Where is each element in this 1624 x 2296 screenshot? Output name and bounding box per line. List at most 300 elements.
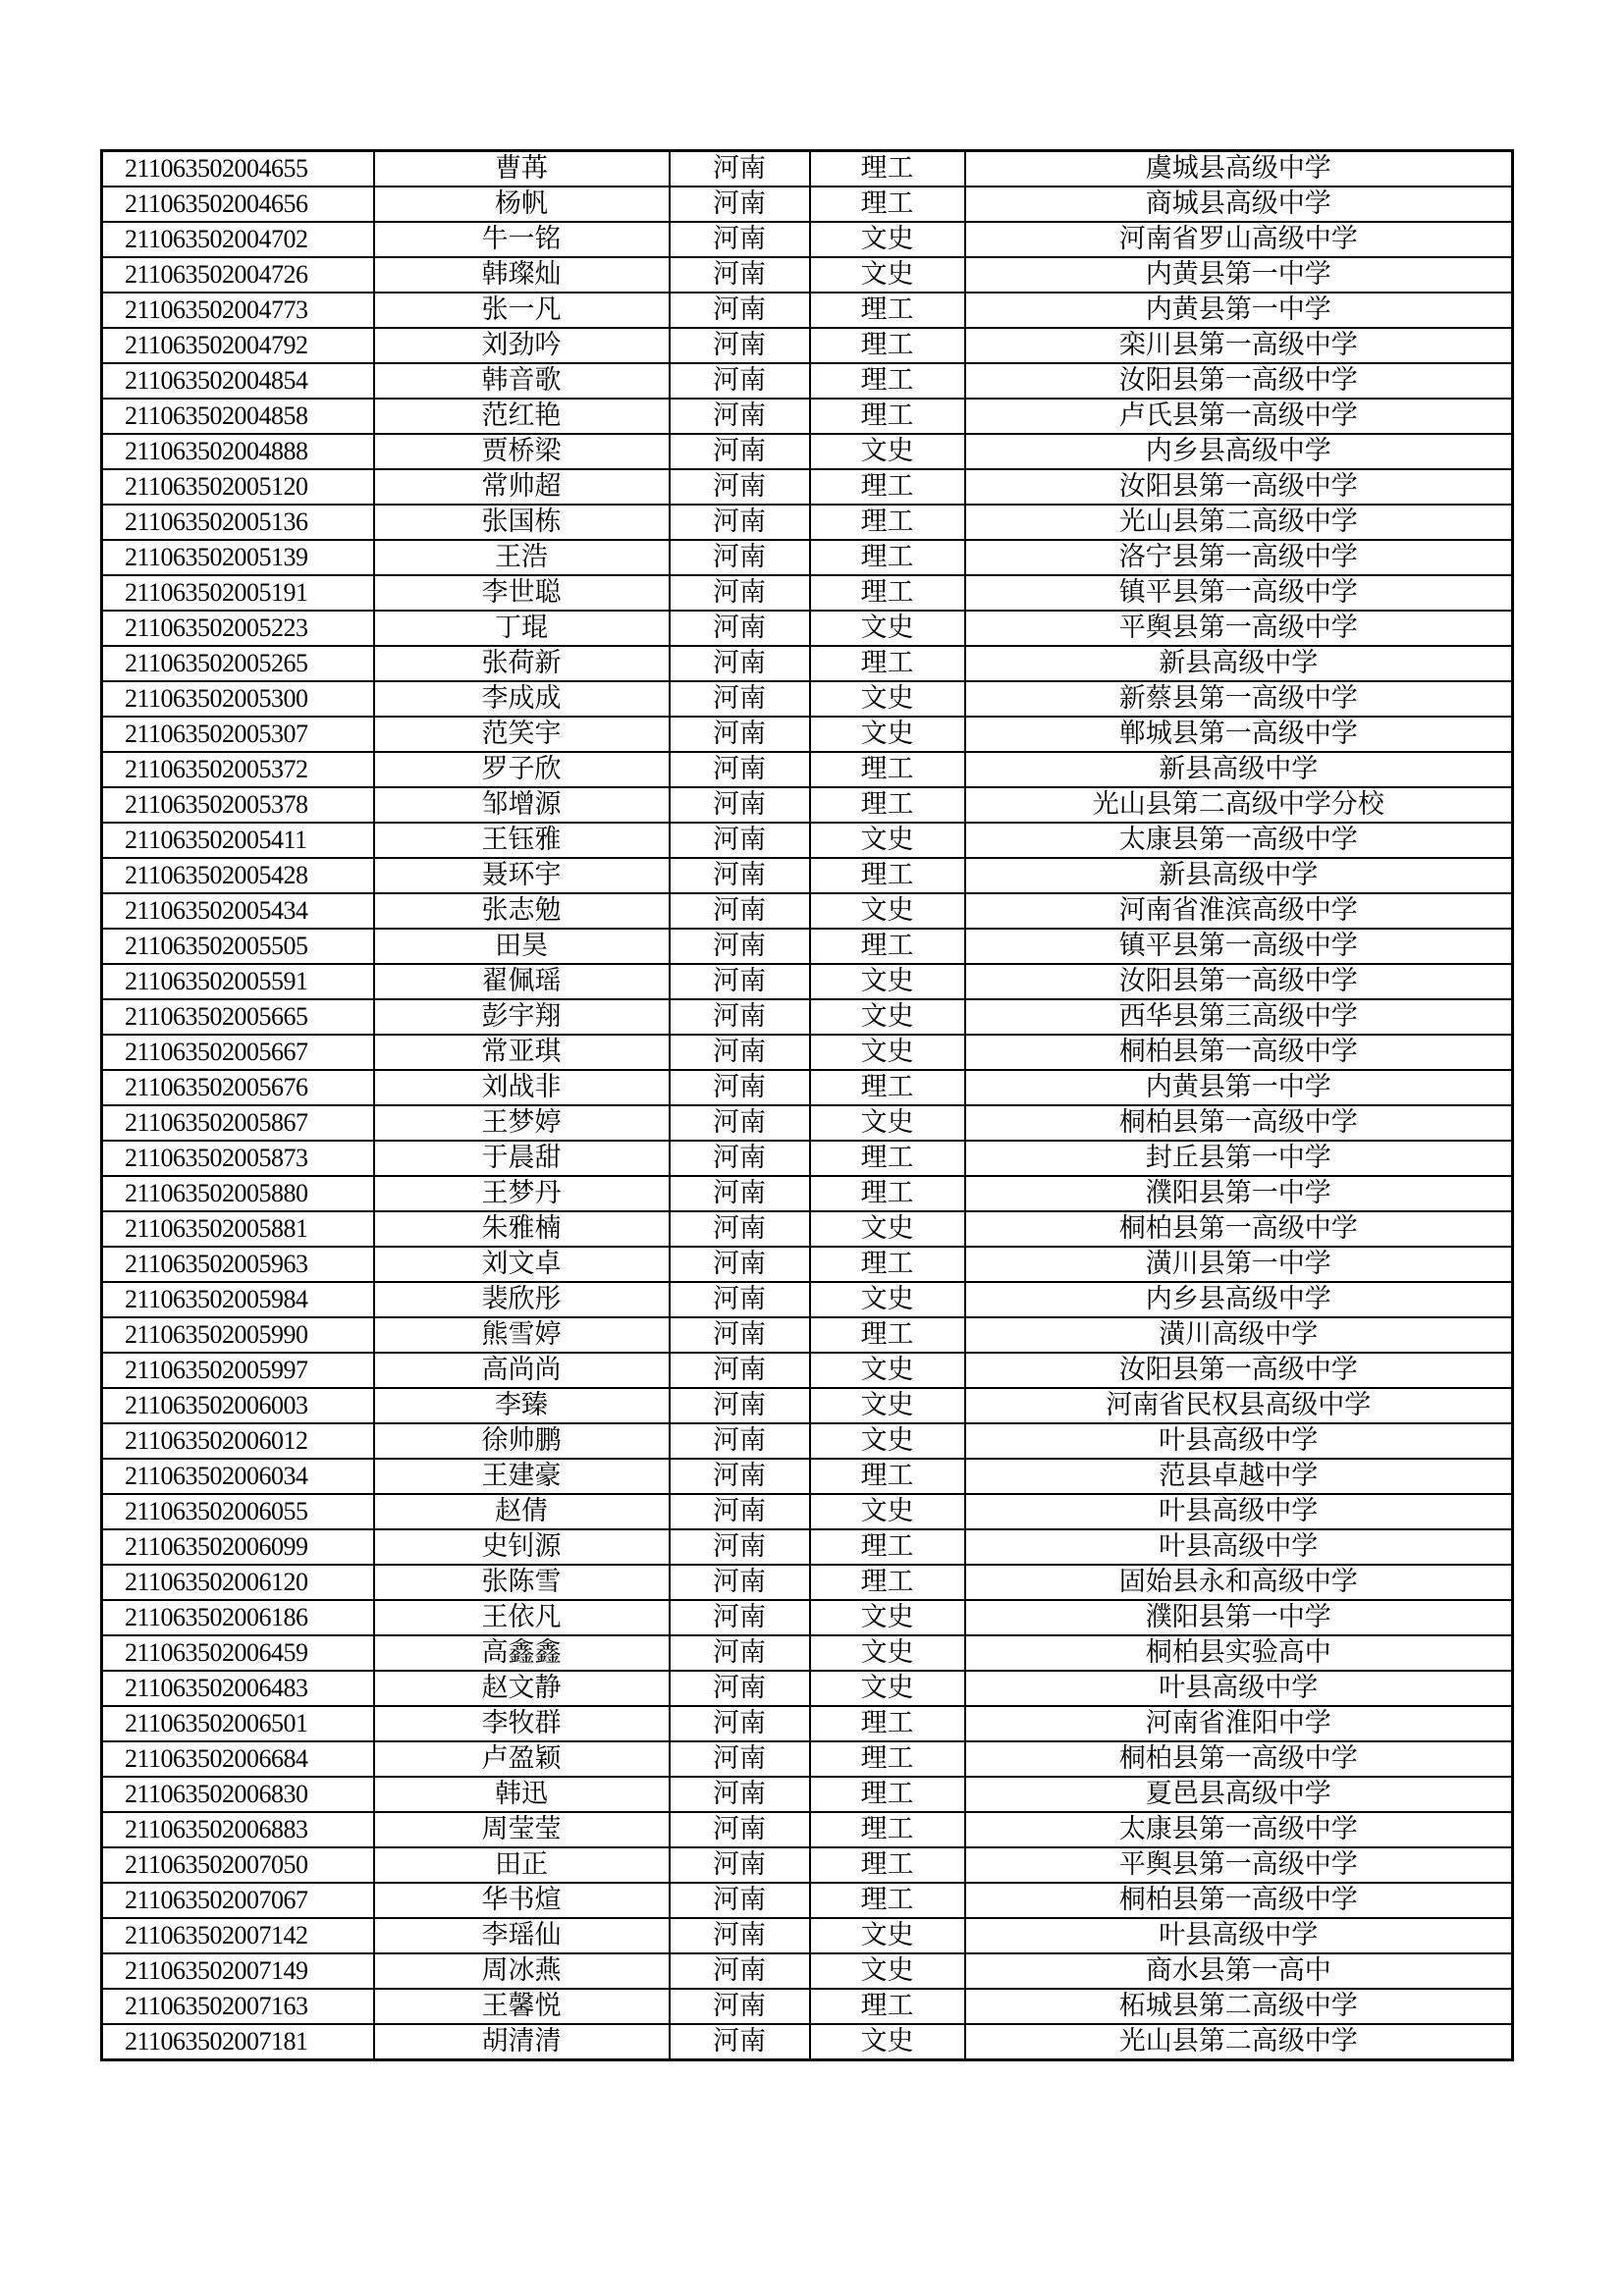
table-row xyxy=(102,434,1513,469)
student-name-cell: 牛一铭 xyxy=(374,222,670,257)
table-row xyxy=(102,1035,1513,1070)
student-name-cell: 范红艳 xyxy=(374,399,670,434)
school-cell: 濮阳县第一中学 xyxy=(965,1600,1513,1635)
province-cell: 河南 xyxy=(670,1989,810,2024)
table-row xyxy=(102,1247,1513,1282)
category-cell: 文史 xyxy=(810,1211,965,1247)
province-cell: 河南 xyxy=(670,1211,810,1247)
category-cell: 文史 xyxy=(810,434,965,469)
category-cell: 理工 xyxy=(810,1176,965,1211)
province-cell: 河南 xyxy=(670,1635,810,1671)
province-cell: 河南 xyxy=(670,1176,810,1211)
school-cell: 平舆县第一高级中学 xyxy=(965,1847,1513,1883)
province-cell: 河南 xyxy=(670,1247,810,1282)
category-cell: 理工 xyxy=(810,575,965,611)
student-name-cell: 刘战非 xyxy=(374,1070,670,1105)
exam-id-cell: 211063502006120 xyxy=(102,1565,374,1600)
province-cell: 河南 xyxy=(670,752,810,787)
student-name-cell: 华书煊 xyxy=(374,1883,670,1918)
category-cell: 文史 xyxy=(810,681,965,717)
table-row xyxy=(102,1459,1513,1494)
student-name-cell: 韩音歌 xyxy=(374,363,670,399)
category-cell: 文史 xyxy=(810,257,965,293)
exam-id-cell: 211063502005265 xyxy=(102,646,374,681)
table-row xyxy=(102,893,1513,929)
student-name-cell: 王依凡 xyxy=(374,1600,670,1635)
exam-id-cell: 211063502006684 xyxy=(102,1741,374,1777)
student-name-cell: 赵文静 xyxy=(374,1671,670,1706)
province-cell: 河南 xyxy=(670,1388,810,1423)
table-row xyxy=(102,1635,1513,1671)
exam-id-cell: 211063502005428 xyxy=(102,858,374,893)
student-name-cell: 常亚琪 xyxy=(374,1035,670,1070)
school-cell: 桐柏县第一高级中学 xyxy=(965,1105,1513,1141)
exam-id-cell: 211063502005120 xyxy=(102,469,374,505)
school-cell: 固始县永和高级中学 xyxy=(965,1565,1513,1600)
category-cell: 理工 xyxy=(810,1565,965,1600)
category-cell: 文史 xyxy=(810,1035,965,1070)
exam-id-cell: 211063502007181 xyxy=(102,2024,374,2060)
category-cell: 理工 xyxy=(810,1883,965,1918)
student-name-cell: 韩迅 xyxy=(374,1777,670,1812)
province-cell: 河南 xyxy=(670,787,810,823)
school-cell: 柘城县第二高级中学 xyxy=(965,1989,1513,2024)
student-name-cell: 赵倩 xyxy=(374,1494,670,1529)
student-name-cell: 贾桥梁 xyxy=(374,434,670,469)
province-cell: 河南 xyxy=(670,363,810,399)
student-name-cell: 张荷新 xyxy=(374,646,670,681)
category-cell: 文史 xyxy=(810,1953,965,1989)
province-cell: 河南 xyxy=(670,681,810,717)
student-name-cell: 王梦丹 xyxy=(374,1176,670,1211)
category-cell: 文史 xyxy=(810,1105,965,1141)
table-row xyxy=(102,187,1513,222)
exam-id-cell: 211063502004854 xyxy=(102,363,374,399)
table-row xyxy=(102,646,1513,681)
exam-id-cell: 211063502005505 xyxy=(102,929,374,964)
school-cell: 河南省淮阳中学 xyxy=(965,1706,1513,1741)
exam-id-cell: 211063502005990 xyxy=(102,1317,374,1353)
category-cell: 文史 xyxy=(810,2024,965,2060)
exam-id-cell: 211063502006099 xyxy=(102,1529,374,1565)
category-cell: 文史 xyxy=(810,1671,965,1706)
category-cell: 文史 xyxy=(810,1494,965,1529)
school-cell: 镇平县第一高级中学 xyxy=(965,929,1513,964)
table-row xyxy=(102,1141,1513,1176)
province-cell: 河南 xyxy=(670,1671,810,1706)
student-name-cell: 裴欣彤 xyxy=(374,1282,670,1317)
table-row xyxy=(102,151,1513,187)
province-cell: 河南 xyxy=(670,1953,810,1989)
exam-id-cell: 211063502005411 xyxy=(102,823,374,858)
table-row xyxy=(102,1176,1513,1211)
category-cell: 理工 xyxy=(810,540,965,575)
student-name-cell: 李牧群 xyxy=(374,1706,670,1741)
school-cell: 内黄县第一中学 xyxy=(965,293,1513,328)
student-name-cell: 徐帅鹏 xyxy=(374,1423,670,1459)
category-cell: 理工 xyxy=(810,505,965,540)
student-name-cell: 李成成 xyxy=(374,681,670,717)
school-cell: 内黄县第一中学 xyxy=(965,257,1513,293)
school-cell: 河南省淮滨高级中学 xyxy=(965,893,1513,929)
category-cell: 文史 xyxy=(810,611,965,646)
table-row xyxy=(102,2024,1513,2060)
exam-id-cell: 211063502007149 xyxy=(102,1953,374,1989)
category-cell: 文史 xyxy=(810,893,965,929)
table-row xyxy=(102,1671,1513,1706)
exam-id-cell: 211063502005191 xyxy=(102,575,374,611)
category-cell: 理工 xyxy=(810,363,965,399)
category-cell: 理工 xyxy=(810,1989,965,2024)
school-cell: 镇平县第一高级中学 xyxy=(965,575,1513,611)
table-row xyxy=(102,717,1513,752)
table-row xyxy=(102,1529,1513,1565)
province-cell: 河南 xyxy=(670,1883,810,1918)
table-row xyxy=(102,1105,1513,1141)
category-cell: 理工 xyxy=(810,1070,965,1105)
table-row xyxy=(102,1989,1513,2024)
exam-id-cell: 211063502006883 xyxy=(102,1812,374,1847)
school-cell: 栾川县第一高级中学 xyxy=(965,328,1513,363)
category-cell: 理工 xyxy=(810,328,965,363)
school-cell: 光山县第二高级中学 xyxy=(965,2024,1513,2060)
school-cell: 潢川县第一中学 xyxy=(965,1247,1513,1282)
exam-id-cell: 211063502006459 xyxy=(102,1635,374,1671)
province-cell: 河南 xyxy=(670,1847,810,1883)
student-name-cell: 范笑宇 xyxy=(374,717,670,752)
category-cell: 文史 xyxy=(810,1635,965,1671)
table-row xyxy=(102,681,1513,717)
table-row xyxy=(102,929,1513,964)
category-cell: 理工 xyxy=(810,787,965,823)
table-row xyxy=(102,1741,1513,1777)
category-cell: 理工 xyxy=(810,1812,965,1847)
school-cell: 桐柏县第一高级中学 xyxy=(965,1883,1513,1918)
exam-id-cell: 211063502005873 xyxy=(102,1141,374,1176)
table-row xyxy=(102,575,1513,611)
student-name-cell: 邹增源 xyxy=(374,787,670,823)
province-cell: 河南 xyxy=(670,1529,810,1565)
student-name-cell: 曹苒 xyxy=(374,151,670,187)
school-cell: 范县卓越中学 xyxy=(965,1459,1513,1494)
category-cell: 文史 xyxy=(810,1353,965,1388)
table-row xyxy=(102,257,1513,293)
table-row xyxy=(102,399,1513,434)
category-cell: 文史 xyxy=(810,1282,965,1317)
province-cell: 河南 xyxy=(670,540,810,575)
exam-id-cell: 211063502005136 xyxy=(102,505,374,540)
student-name-cell: 史钊源 xyxy=(374,1529,670,1565)
table-row xyxy=(102,1070,1513,1105)
province-cell: 河南 xyxy=(670,1706,810,1741)
province-cell: 河南 xyxy=(670,1600,810,1635)
exam-id-cell: 211063502005665 xyxy=(102,999,374,1035)
province-cell: 河南 xyxy=(670,1918,810,1953)
province-cell: 河南 xyxy=(670,929,810,964)
exam-id-cell: 211063502005963 xyxy=(102,1247,374,1282)
table-row xyxy=(102,1953,1513,1989)
student-name-cell: 韩璨灿 xyxy=(374,257,670,293)
province-cell: 河南 xyxy=(670,1741,810,1777)
student-name-cell: 张一凡 xyxy=(374,293,670,328)
table-row xyxy=(102,505,1513,540)
school-cell: 河南省罗山高级中学 xyxy=(965,222,1513,257)
province-cell: 河南 xyxy=(670,717,810,752)
school-cell: 潢川高级中学 xyxy=(965,1317,1513,1353)
student-name-cell: 田正 xyxy=(374,1847,670,1883)
exam-id-cell: 211063502004656 xyxy=(102,187,374,222)
student-name-cell: 田昊 xyxy=(374,929,670,964)
school-cell: 虞城县高级中学 xyxy=(965,151,1513,187)
exam-id-cell: 211063502005591 xyxy=(102,964,374,999)
student-name-cell: 卢盈颖 xyxy=(374,1741,670,1777)
exam-id-cell: 211063502005378 xyxy=(102,787,374,823)
category-cell: 理工 xyxy=(810,469,965,505)
exam-id-cell: 211063502006483 xyxy=(102,1671,374,1706)
student-name-cell: 王梦婷 xyxy=(374,1105,670,1141)
school-cell: 汝阳县第一高级中学 xyxy=(965,1353,1513,1388)
category-cell: 文史 xyxy=(810,717,965,752)
table-row xyxy=(102,222,1513,257)
school-cell: 商城县高级中学 xyxy=(965,187,1513,222)
table-row xyxy=(102,964,1513,999)
student-name-cell: 周冰燕 xyxy=(374,1953,670,1989)
province-cell: 河南 xyxy=(670,328,810,363)
province-cell: 河南 xyxy=(670,1812,810,1847)
table-row xyxy=(102,752,1513,787)
province-cell: 河南 xyxy=(670,611,810,646)
student-name-cell: 胡清清 xyxy=(374,2024,670,2060)
table-row xyxy=(102,469,1513,505)
category-cell: 文史 xyxy=(810,222,965,257)
category-cell: 文史 xyxy=(810,1388,965,1423)
province-cell: 河南 xyxy=(670,999,810,1035)
exam-id-cell: 211063502004702 xyxy=(102,222,374,257)
province-cell: 河南 xyxy=(670,222,810,257)
student-name-cell: 王馨悦 xyxy=(374,1989,670,2024)
table-row xyxy=(102,1600,1513,1635)
student-name-cell: 张志勉 xyxy=(374,893,670,929)
province-cell: 河南 xyxy=(670,1141,810,1176)
school-cell: 新县高级中学 xyxy=(965,858,1513,893)
province-cell: 河南 xyxy=(670,399,810,434)
category-cell: 理工 xyxy=(810,1529,965,1565)
student-name-cell: 罗子欣 xyxy=(374,752,670,787)
school-cell: 新县高级中学 xyxy=(965,752,1513,787)
school-cell: 内乡县高级中学 xyxy=(965,434,1513,469)
category-cell: 理工 xyxy=(810,1706,965,1741)
exam-id-cell: 211063502004773 xyxy=(102,293,374,328)
school-cell: 河南省民权县高级中学 xyxy=(965,1388,1513,1423)
school-cell: 太康县第一高级中学 xyxy=(965,1812,1513,1847)
province-cell: 河南 xyxy=(670,1494,810,1529)
school-cell: 内黄县第一中学 xyxy=(965,1070,1513,1105)
province-cell: 河南 xyxy=(670,858,810,893)
province-cell: 河南 xyxy=(670,1353,810,1388)
exam-id-cell: 211063502006034 xyxy=(102,1459,374,1494)
category-cell: 文史 xyxy=(810,1918,965,1953)
category-cell: 理工 xyxy=(810,1317,965,1353)
table-row xyxy=(102,1883,1513,1918)
student-name-cell: 熊雪婷 xyxy=(374,1317,670,1353)
exam-id-cell: 211063502005881 xyxy=(102,1211,374,1247)
school-cell: 汝阳县第一高级中学 xyxy=(965,363,1513,399)
student-name-cell: 李瑶仙 xyxy=(374,1918,670,1953)
category-cell: 理工 xyxy=(810,399,965,434)
table-row xyxy=(102,999,1513,1035)
table-row xyxy=(102,1565,1513,1600)
table-row xyxy=(102,1847,1513,1883)
exam-id-cell: 211063502007163 xyxy=(102,1989,374,2024)
province-cell: 河南 xyxy=(670,151,810,187)
table-row xyxy=(102,787,1513,823)
student-name-cell: 李世聪 xyxy=(374,575,670,611)
province-cell: 河南 xyxy=(670,1070,810,1105)
school-cell: 桐柏县第一高级中学 xyxy=(965,1741,1513,1777)
category-cell: 文史 xyxy=(810,823,965,858)
table-row xyxy=(102,1812,1513,1847)
exam-id-cell: 211063502005372 xyxy=(102,752,374,787)
table-row xyxy=(102,1777,1513,1812)
table-row xyxy=(102,1494,1513,1529)
exam-id-cell: 211063502006501 xyxy=(102,1706,374,1741)
student-name-cell: 朱雅楠 xyxy=(374,1211,670,1247)
province-cell: 河南 xyxy=(670,1459,810,1494)
student-name-cell: 张陈雪 xyxy=(374,1565,670,1600)
student-name-cell: 高尚尚 xyxy=(374,1353,670,1388)
school-cell: 平舆县第一高级中学 xyxy=(965,611,1513,646)
table-row xyxy=(102,328,1513,363)
school-cell: 濮阳县第一中学 xyxy=(965,1176,1513,1211)
school-cell: 叶县高级中学 xyxy=(965,1494,1513,1529)
exam-id-cell: 211063502005307 xyxy=(102,717,374,752)
table-row xyxy=(102,540,1513,575)
province-cell: 河南 xyxy=(670,293,810,328)
province-cell: 河南 xyxy=(670,1105,810,1141)
student-name-cell: 王浩 xyxy=(374,540,670,575)
exam-id-cell: 211063502007067 xyxy=(102,1883,374,1918)
exam-id-cell: 211063502006003 xyxy=(102,1388,374,1423)
school-cell: 卢氏县第一高级中学 xyxy=(965,399,1513,434)
student-name-cell: 高鑫鑫 xyxy=(374,1635,670,1671)
table-row xyxy=(102,1388,1513,1423)
student-name-cell: 李臻 xyxy=(374,1388,670,1423)
student-name-cell: 于晨甜 xyxy=(374,1141,670,1176)
student-name-cell: 聂环宇 xyxy=(374,858,670,893)
exam-id-cell: 211063502005300 xyxy=(102,681,374,717)
table-row xyxy=(102,293,1513,328)
province-cell: 河南 xyxy=(670,2024,810,2060)
category-cell: 理工 xyxy=(810,752,965,787)
category-cell: 理工 xyxy=(810,1459,965,1494)
table-row xyxy=(102,823,1513,858)
category-cell: 理工 xyxy=(810,1777,965,1812)
category-cell: 理工 xyxy=(810,187,965,222)
province-cell: 河南 xyxy=(670,575,810,611)
school-cell: 叶县高级中学 xyxy=(965,1529,1513,1565)
table-body xyxy=(102,151,1513,2060)
category-cell: 理工 xyxy=(810,1141,965,1176)
table-row xyxy=(102,611,1513,646)
category-cell: 理工 xyxy=(810,1847,965,1883)
province-cell: 河南 xyxy=(670,187,810,222)
province-cell: 河南 xyxy=(670,1423,810,1459)
student-name-cell: 张国栋 xyxy=(374,505,670,540)
student-name-cell: 王建豪 xyxy=(374,1459,670,1494)
school-cell: 封丘县第一中学 xyxy=(965,1141,1513,1176)
table-row xyxy=(102,1918,1513,1953)
province-cell: 河南 xyxy=(670,893,810,929)
student-name-cell: 丁琨 xyxy=(374,611,670,646)
exam-id-cell: 211063502005667 xyxy=(102,1035,374,1070)
category-cell: 理工 xyxy=(810,1247,965,1282)
exam-id-cell: 211063502004888 xyxy=(102,434,374,469)
student-list-table xyxy=(100,149,1514,2061)
exam-id-cell: 211063502005434 xyxy=(102,893,374,929)
school-cell: 光山县第二高级中学分校 xyxy=(965,787,1513,823)
exam-id-cell: 211063502007142 xyxy=(102,1918,374,1953)
exam-id-cell: 211063502005223 xyxy=(102,611,374,646)
school-cell: 内乡县高级中学 xyxy=(965,1282,1513,1317)
exam-id-cell: 211063502005139 xyxy=(102,540,374,575)
table-row xyxy=(102,858,1513,893)
province-cell: 河南 xyxy=(670,964,810,999)
table-row xyxy=(102,1317,1513,1353)
school-cell: 新蔡县第一高级中学 xyxy=(965,681,1513,717)
table-row xyxy=(102,1282,1513,1317)
school-cell: 汝阳县第一高级中学 xyxy=(965,964,1513,999)
table-row xyxy=(102,1423,1513,1459)
province-cell: 河南 xyxy=(670,257,810,293)
table-row xyxy=(102,1706,1513,1741)
school-cell: 太康县第一高级中学 xyxy=(965,823,1513,858)
province-cell: 河南 xyxy=(670,1565,810,1600)
category-cell: 理工 xyxy=(810,858,965,893)
school-cell: 商水县第一高中 xyxy=(965,1953,1513,1989)
category-cell: 理工 xyxy=(810,646,965,681)
school-cell: 桐柏县实验高中 xyxy=(965,1635,1513,1671)
exam-id-cell: 211063502004858 xyxy=(102,399,374,434)
table-row xyxy=(102,1211,1513,1247)
school-cell: 桐柏县第一高级中学 xyxy=(965,1035,1513,1070)
exam-id-cell: 211063502007050 xyxy=(102,1847,374,1883)
table-row xyxy=(102,1353,1513,1388)
school-cell: 郸城县第一高级中学 xyxy=(965,717,1513,752)
school-cell: 西华县第三高级中学 xyxy=(965,999,1513,1035)
exam-id-cell: 211063502005676 xyxy=(102,1070,374,1105)
province-cell: 河南 xyxy=(670,469,810,505)
category-cell: 理工 xyxy=(810,293,965,328)
province-cell: 河南 xyxy=(670,1317,810,1353)
province-cell: 河南 xyxy=(670,823,810,858)
exam-id-cell: 211063502005880 xyxy=(102,1176,374,1211)
exam-id-cell: 211063502005867 xyxy=(102,1105,374,1141)
exam-id-cell: 211063502004792 xyxy=(102,328,374,363)
category-cell: 文史 xyxy=(810,964,965,999)
category-cell: 理工 xyxy=(810,1741,965,1777)
exam-id-cell: 211063502005997 xyxy=(102,1353,374,1388)
exam-id-cell: 211063502006186 xyxy=(102,1600,374,1635)
province-cell: 河南 xyxy=(670,646,810,681)
student-name-cell: 常帅超 xyxy=(374,469,670,505)
exam-id-cell: 211063502005984 xyxy=(102,1282,374,1317)
exam-id-cell: 211063502006055 xyxy=(102,1494,374,1529)
school-cell: 夏邑县高级中学 xyxy=(965,1777,1513,1812)
province-cell: 河南 xyxy=(670,1777,810,1812)
school-cell: 光山县第二高级中学 xyxy=(965,505,1513,540)
student-name-cell: 彭宇翔 xyxy=(374,999,670,1035)
table-row xyxy=(102,363,1513,399)
